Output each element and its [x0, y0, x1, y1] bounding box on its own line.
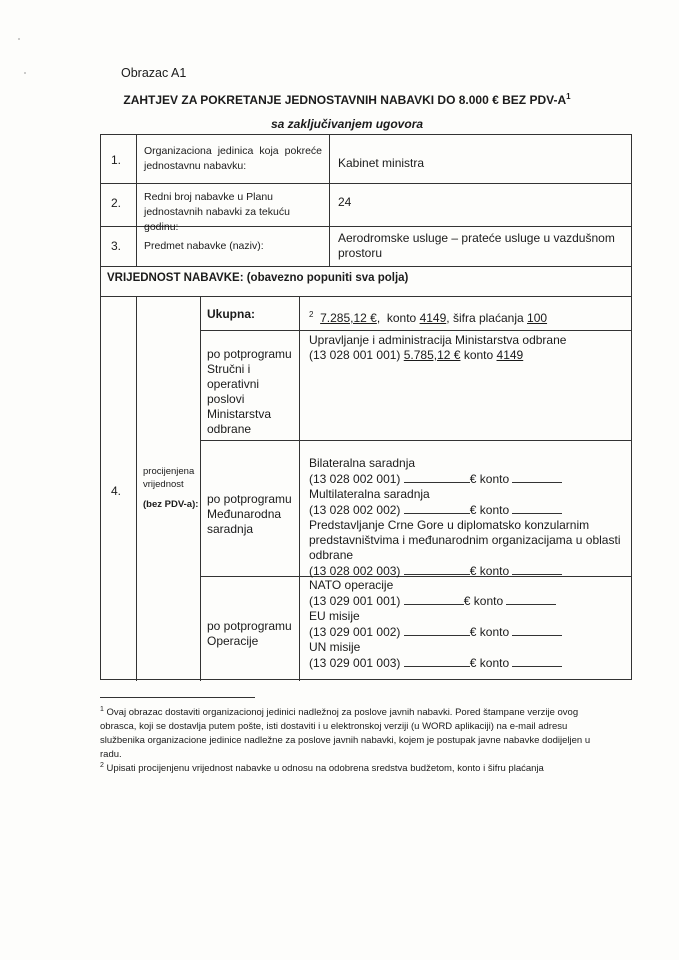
konto-blank[interactable]: [512, 655, 562, 667]
entry-code: (13 028 001 001): [309, 348, 401, 362]
row-divider: [101, 296, 631, 297]
entry-currency: €: [469, 625, 477, 639]
row-1-number: 1.: [111, 153, 122, 167]
plan-number-value: 24: [338, 195, 352, 209]
entry-code: (13 028 002 003): [309, 564, 401, 578]
row-2-label: Redni broj nabavke u Planu jednostavnih nabavki za tekuću godinu:: [144, 191, 290, 233]
footnote-number: 1: [100, 706, 104, 713]
entry-line: [309, 502, 629, 518]
konto-blank[interactable]: [506, 593, 556, 605]
estimated-value-label: procijenjena vrijednost: [143, 466, 195, 490]
col-divider: [200, 296, 201, 681]
entry-line: [309, 348, 629, 363]
entry-code: (13 028 002 001): [309, 472, 401, 486]
footnote-text: Ovaj obrazac dostaviti organizacionoj jedinici nadležnoj za poslove javnih nabavki. Pored štampane verzije ovog obrasca, koji se dostavlja putem pošte, isti dostaviti i u elektronskoj verziji (u WORD aplikaciji) na e-mail adresu službenika organizacione jedinice nadležne za poslove javnih nabavki, kojem je postupak javne nabavke dodijeljen u radu.: [100, 707, 591, 761]
col-divider: [136, 296, 137, 681]
row-divider: [200, 440, 631, 441]
entry-code: (13 029 001 002): [309, 625, 401, 639]
footnote-text: Upisati procijenjenu vrijednost nabavke u odnosu na odobrena sredstva budžetom, konto i šifru plaćanja: [106, 763, 544, 775]
entry-konto-label: konto: [463, 348, 494, 362]
row-1-label: Organizaciona jedinica koja pokreće jednostavnu nabavku:: [144, 145, 322, 172]
total-konto: 4149: [419, 311, 447, 325]
entry-code: (13 029 001 003): [309, 656, 401, 670]
entry-amount: 5.785,12 €: [403, 348, 461, 362]
entry-line: [309, 624, 629, 640]
program-entry: [309, 333, 629, 363]
konto-blank[interactable]: [512, 563, 562, 575]
org-unit-value: Kabinet ministra: [338, 156, 425, 170]
program-label-operacije: po potprogramu Operacije: [207, 619, 292, 648]
col-divider: [299, 296, 300, 681]
form-code: Obrazac A1: [121, 66, 187, 80]
col-divider: [136, 135, 137, 266]
entry-title: Bilateralna saradnja: [309, 456, 416, 470]
section-header: VRIJEDNOST NABAVKE: (obavezno popuniti sva polja): [107, 272, 409, 284]
footnote-number: 2: [100, 762, 104, 769]
footnote-2: [100, 759, 600, 776]
amount-blank[interactable]: [404, 502, 470, 514]
entry-line: [309, 471, 629, 487]
row-3-number: 3.: [111, 239, 122, 253]
footnote-ref-2: 2: [309, 310, 314, 319]
entry-konto: 4149: [496, 348, 524, 362]
row-4-number: 4.: [111, 484, 122, 498]
amount-blank[interactable]: [404, 655, 470, 667]
scan-speck: [24, 72, 26, 74]
entry-title: UN misije: [309, 640, 361, 654]
entry-currency: €: [469, 503, 477, 517]
program-label-strucni: po potprogramu Stručni i operativni poslovi Ministarstva odbrane: [207, 347, 292, 436]
entry-title: NATO operacije: [309, 578, 394, 592]
amount-blank[interactable]: [404, 593, 464, 605]
entry-konto-label: konto: [479, 472, 510, 486]
amount-blank[interactable]: [404, 563, 470, 575]
entry-code: (13 029 001 001): [309, 594, 401, 608]
total-separator: ,: [376, 311, 381, 325]
amount-blank[interactable]: [404, 471, 470, 483]
form-subtitle: sa zaključivanjem ugovora: [270, 117, 424, 131]
entry-line: [309, 593, 629, 609]
entry-title: Upravljanje i administracija Ministarstva odbrane: [309, 333, 567, 347]
row-2-number: 2.: [111, 196, 122, 210]
total-line: [309, 307, 547, 326]
program-label-medjunarodna: po potprogramu Međunarodna saradnja: [207, 492, 292, 536]
total-konto-label: konto: [386, 311, 417, 325]
form-title-text: ZAHTJEV ZA POKRETANJE JEDNOSTAVNIH NABAVKI DO 8.000 € BEZ PDV-A: [123, 93, 567, 107]
col-divider: [329, 135, 330, 266]
total-label: Ukupna:: [207, 307, 255, 321]
row-divider: [200, 330, 631, 331]
entry-currency: €: [463, 594, 471, 608]
konto-blank[interactable]: [512, 502, 562, 514]
entry-konto-label: konto: [479, 564, 510, 578]
entry-title: EU misije: [309, 609, 360, 623]
entry-konto-label: konto: [479, 656, 510, 670]
entry-konto-label: konto: [473, 594, 504, 608]
entry-line: [309, 655, 629, 671]
estimated-value-sub: (bez PDV-a):: [143, 499, 199, 510]
entry-line: [309, 563, 629, 579]
footnote-1: [100, 703, 600, 762]
entry-konto-label: konto: [479, 625, 510, 639]
amount-blank[interactable]: [404, 624, 470, 636]
total-sifra-label: šifra plaćanja: [452, 311, 524, 325]
entry-code: (13 028 002 002): [309, 503, 401, 517]
entry-currency: €: [469, 472, 477, 486]
entry-title: Predstavljanje Crne Gore u diplomatsko konzularnim predstavništvima i međunarodnim organizacijama u oblasti odbrane: [309, 518, 621, 562]
form-title: [112, 92, 582, 107]
row-divider: [101, 266, 631, 267]
entry-title: Multilateralna saradnja: [309, 487, 430, 501]
request-table: [100, 134, 632, 680]
scan-speck: [18, 38, 20, 40]
footnote-rule: [100, 697, 255, 698]
konto-blank[interactable]: [512, 624, 562, 636]
row-divider: [101, 183, 631, 184]
row-3-label: Predmet nabavke (naziv):: [144, 240, 264, 252]
footnote-ref-1: 1: [566, 92, 571, 101]
entry-konto-label: konto: [479, 503, 510, 517]
total-amount: 7.285,12 €: [320, 311, 377, 325]
program-entry: [309, 578, 629, 671]
total-sifra: 100: [527, 311, 548, 325]
entry-currency: €: [469, 656, 477, 670]
konto-blank[interactable]: [512, 471, 562, 483]
total-separator: ,: [446, 311, 450, 325]
subject-value: Aerodromske usluge – prateće usluge u vazdušnom prostoru: [338, 231, 615, 260]
program-entry: [309, 456, 629, 579]
entry-currency: €: [469, 564, 477, 578]
